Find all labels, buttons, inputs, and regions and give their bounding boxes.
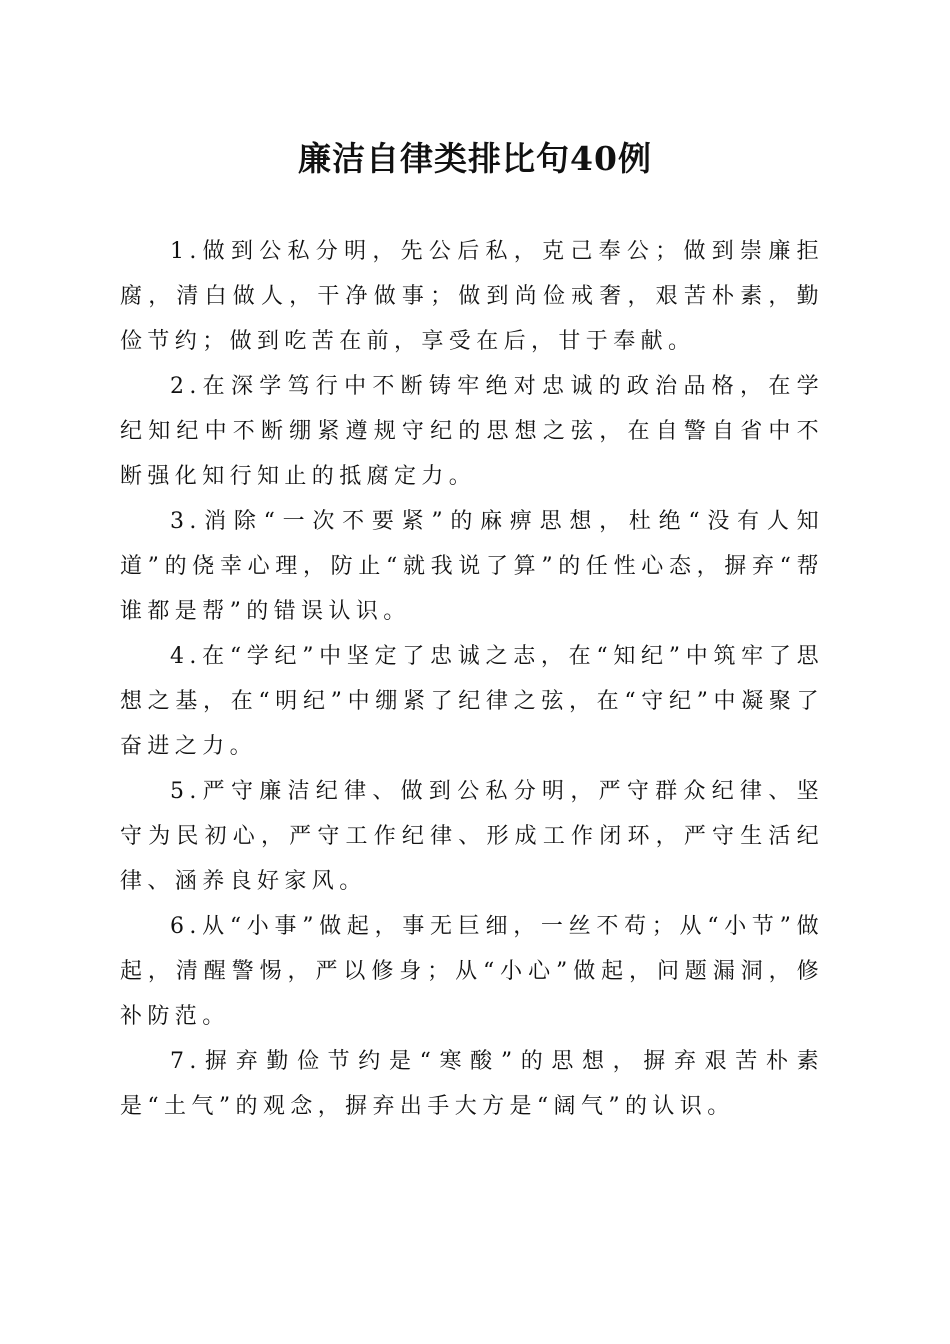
- paragraph-5: 5.严守廉洁纪律、做到公私分明，严守群众纪律、坚守为民初心，严守工作纪律、形成工作闭环，严守生活纪律、涵养良好家风。: [120, 779, 824, 894]
- paragraph-3: 3.消除“一次不要紧”的麻痹思想，杜绝“没有人知道”的侥幸心理，防止“就我说了算”的任性心态，摒弃“帮谁都是帮”的错误认识。: [120, 509, 824, 624]
- paragraph-4: 4.在“学纪”中坚定了忠诚之志，在“知纪”中筑牢了思想之基，在“明纪”中绷紧了纪律之弦，在“守纪”中凝聚了奋进之力。: [120, 644, 824, 759]
- paragraph-7: 7.摒弃勤俭节约是“寒酸”的思想，摒弃艰苦朴素是“土气”的观念，摒弃出手大方是“阔气”的认识。: [120, 1049, 824, 1119]
- paragraph-6: 6.从“小事”做起，事无巨细，一丝不苟；从“小节”做起，清醒警惕，严以修身；从“小心”做起，问题漏洞，修补防范。: [120, 914, 824, 1029]
- document-body: [120, 229, 824, 1129]
- document-title: 廉洁自律类排比句40例: [298, 139, 652, 178]
- paragraph-2: 2.在深学笃行中不断铸牢绝对忠诚的政治品格，在学纪知纪中不断绷紧遵规守纪的思想之弦，在自警自省中不断强化知行知止的抵腐定力。: [120, 374, 824, 489]
- paragraph-1: 1.做到公私分明，先公后私，克己奉公；做到崇廉拒腐，清白做人，干净做事；做到尚俭戒奢，艰苦朴素，勤俭节约；做到吃苦在前，享受在后，甘于奉献。: [120, 239, 824, 354]
